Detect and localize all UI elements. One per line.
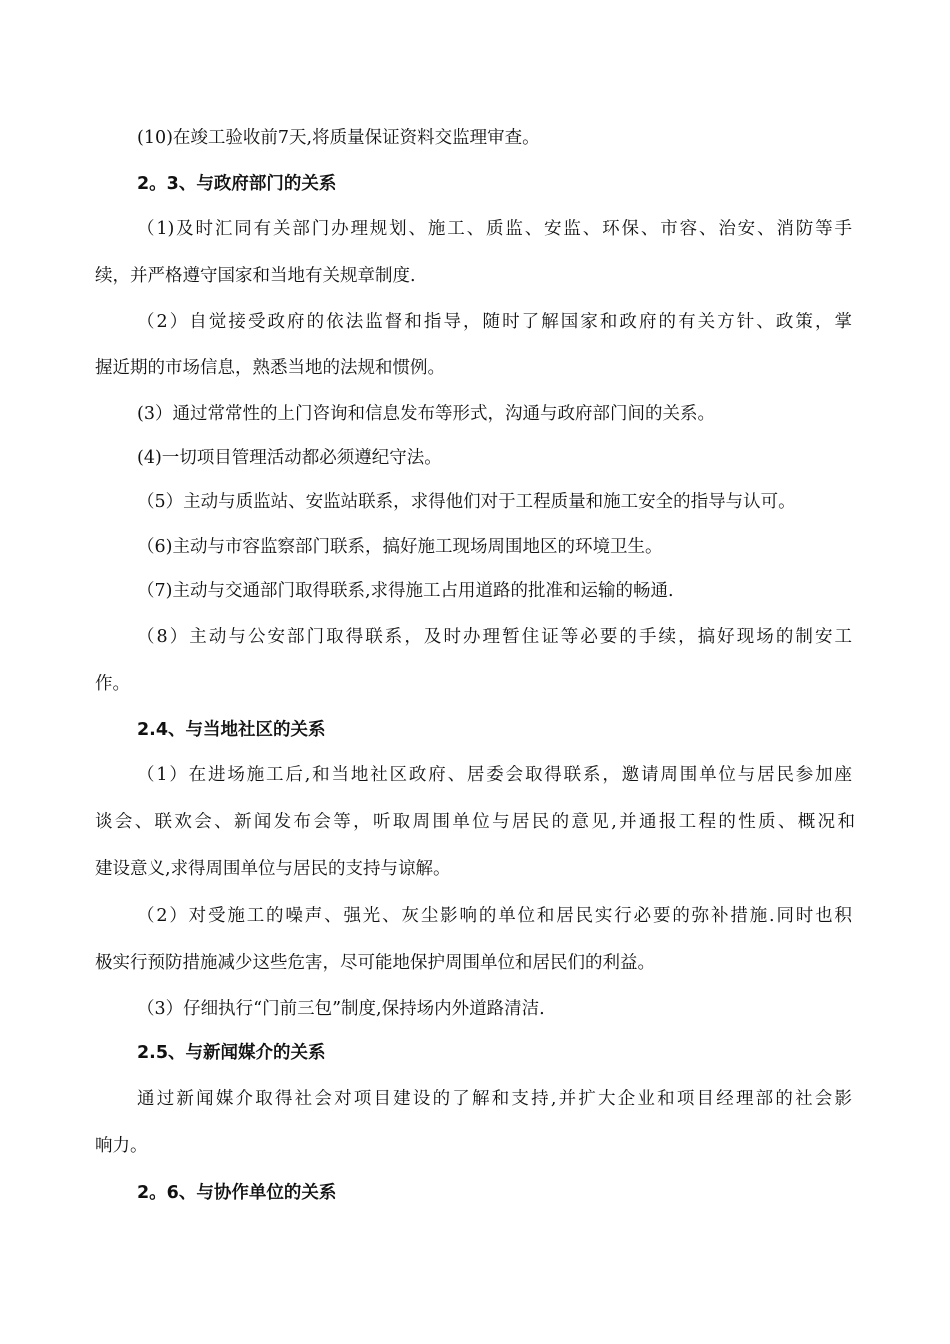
- paragraph-3: (3）通过常常性的上门咨询和信息发布等形式，沟通与政府部门间的关系。: [137, 404, 715, 424]
- community-paragraph-2-line-2: 极实行预防措施减少这些危害，尽可能地保护周围单位和居民们的利益。: [95, 953, 655, 973]
- media-paragraph-line-1: 通过新闻媒介取得社会对项目建设的了解和支持,并扩大企业和项目经理部的社会影: [137, 1089, 852, 1109]
- paragraph-6: （6)主动与市容监察部门联系，搞好施工现场周围地区的环境卫生。: [137, 537, 663, 557]
- paragraph-5: （5）主动与质监站、安监站联系，求得他们对于工程质量和施工安全的指导与认可。: [137, 492, 796, 512]
- media-paragraph-line-2: 响力。: [95, 1136, 148, 1156]
- paragraph-1-line-2: 续，并严格遵守国家和当地有关规章制度.: [95, 266, 416, 286]
- community-paragraph-2-line-1: （2）对受施工的噪声、强光、灰尘影响的单位和居民实行必要的弥补措施.同时也积: [137, 906, 852, 926]
- paragraph-2-line-1: （2）自觉接受政府的依法监督和指导，随时了解国家和政府的有关方针、政策，掌: [137, 312, 852, 332]
- paragraph-2-line-2: 握近期的市场信息，熟悉当地的法规和惯例。: [95, 358, 445, 378]
- community-paragraph-3: （3）仔细执行“门前三包”制度,保持场内外道路清洁.: [137, 999, 545, 1019]
- paragraph-8-line-2: 作。: [95, 674, 130, 694]
- paragraph-8-line-1: （8）主动与公安部门取得联系，及时办理暂住证等必要的手续，搞好现场的制安工: [137, 627, 852, 647]
- paragraph-1-line-1: （1)及时汇同有关部门办理规划、施工、质监、安监、环保、市容、治安、消防等手: [137, 219, 852, 239]
- paragraph-4: (4)一切项目管理活动都必须遵纪守法。: [137, 448, 442, 468]
- section-heading-2-4: 2.4、与当地社区的关系: [137, 720, 326, 740]
- section-heading-2-6: 2。6、与协作单位的关系: [137, 1183, 337, 1203]
- community-paragraph-1-line-2: 谈会、联欢会、新闻发布会等，听取周围单位与居民的意见,并通报工程的性质、概况和: [95, 812, 855, 832]
- community-paragraph-1-line-3: 建设意义,求得周围单位与居民的支持与谅解。: [95, 859, 451, 879]
- section-heading-2-5: 2.5、与新闻媒介的关系: [137, 1043, 326, 1063]
- paragraph-7: （7)主动与交通部门取得联系,求得施工占用道路的批准和运输的畅通.: [137, 581, 674, 601]
- community-paragraph-1-line-1: （1）在进场施工后,和当地社区政府、居委会取得联系，邀请周围单位与居民参加座: [137, 765, 852, 785]
- section-heading-2-3: 2。3、与政府部门的关系: [137, 174, 337, 194]
- paragraph-10: (10)在竣工验收前7天,将质量保证资料交监理审查。: [137, 128, 540, 148]
